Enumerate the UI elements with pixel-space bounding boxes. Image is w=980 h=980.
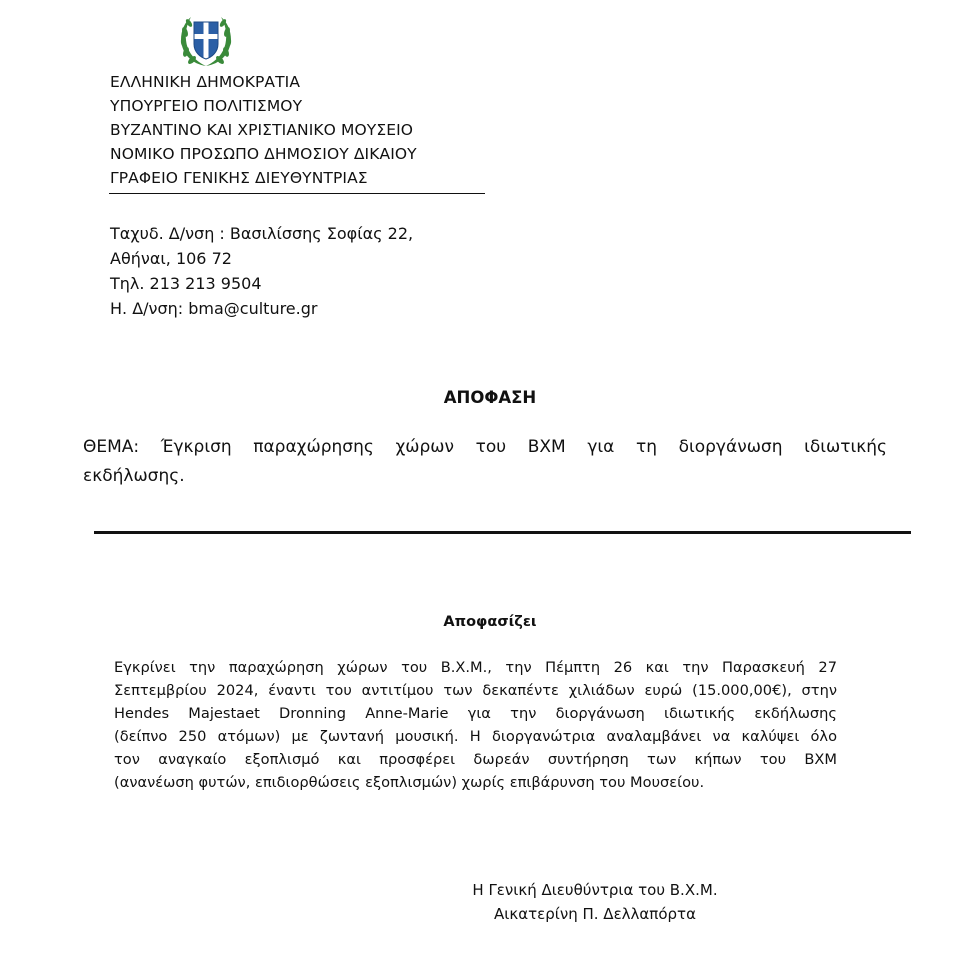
body-line: Σεπτεμβρίου 2024, έναντι του αντιτίμου των δεκαπέντε χιλιάδων ευρώ (15.000,00€), στην bbox=[114, 682, 837, 699]
subject-line: ΘΕΜΑ: Έγκριση παραχώρησης χώρων του ΒΧΜ για τη διοργάνωση ιδιωτικής bbox=[83, 437, 887, 457]
document-title: ΑΠΟΦΑΣΗ bbox=[443, 388, 537, 407]
header-line-ministry: ΥΠΟΥΡΓΕΙΟ ΠΟΛΙΤΙΣΜΟΥ bbox=[110, 97, 303, 115]
signatory-role: Η Γενική Διευθύντρια του Β.Χ.Μ. bbox=[472, 881, 718, 899]
section-divider bbox=[94, 531, 911, 534]
header-divider bbox=[109, 193, 485, 194]
body-line: Hendes Majestaet Dronning Anne-Marie για την διοργάνωση ιδιωτικής εκδήλωσης bbox=[114, 705, 837, 722]
contact-address bbox=[110, 221, 413, 321]
body-line-last: (ανανέωση φυτών, επιδιορθώσεις εξοπλισμών) χωρίς επιβάρυνση του Μουσείου. bbox=[114, 774, 705, 791]
header-line-office: ΓΡΑΦΕΙΟ ΓΕΝΙΚΗΣ ΔΙΕΥΘΥΝΤΡΙΑΣ bbox=[110, 169, 368, 187]
header-line-republic: ΕΛΛΗΝΙΚΗ ΔΗΜΟΚΡΑΤΙΑ bbox=[110, 73, 301, 91]
subject-line-continued: εκδήλωσης. bbox=[83, 466, 185, 486]
address-city: Αθήναι, 106 72 bbox=[110, 249, 232, 268]
address-phone: Τηλ. 213 213 9504 bbox=[110, 274, 262, 293]
greek-coat-of-arms-icon bbox=[176, 10, 236, 70]
subject-block bbox=[83, 433, 887, 491]
body-line: (δείπνο 250 ατόμων) με ζωντανή μουσική. Η διοργανώτρια αναλαμβάνει να καλύψει όλο bbox=[114, 728, 837, 745]
header-line-museum: ΒΥΖΑΝΤΙΝΟ ΚΑΙ ΧΡΙΣΤΙΑΝΙΚΟ ΜΟΥΣΕΙΟ bbox=[110, 121, 414, 139]
address-email: Η. Δ/νση: bma@culture.gr bbox=[110, 299, 318, 318]
body-line: τον αναγκαίο εξοπλισμό και προσφέρει δωρεάν συντήρηση των κήπων του ΒΧΜ bbox=[114, 751, 837, 768]
decision-body bbox=[114, 656, 837, 794]
signatory-name: Αικατερίνη Π. Δελλαπόρτα bbox=[494, 905, 696, 923]
body-line: Εγκρίνει την παραχώρηση χώρων του Β.Χ.Μ., την Πέμπτη 26 και την Παρασκευή 27 bbox=[114, 659, 837, 676]
header-line-legal-entity: ΝΟΜΙΚΟ ΠΡΟΣΩΠΟ ΔΗΜΟΣΙΟΥ ΔΙΚΑΙΟΥ bbox=[110, 145, 417, 163]
decides-heading: Αποφασίζει bbox=[443, 614, 537, 630]
organization-header bbox=[110, 70, 417, 190]
address-street: Ταχυδ. Δ/νση : Βασιλίσσης Σοφίας 22, bbox=[110, 224, 414, 243]
signature-block bbox=[430, 878, 760, 926]
